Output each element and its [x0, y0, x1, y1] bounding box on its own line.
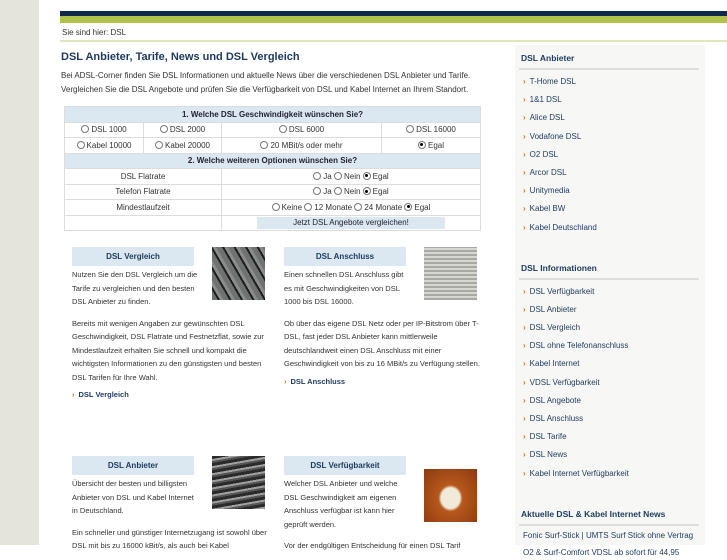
box-text: Welcher DSL Anbieter und welche DSL Geschwindigkeit am eigenen Anschluss verfügbar ist kann hier geprüft werden. — [284, 479, 398, 529]
label: Nein — [343, 171, 361, 181]
radio-20mbit[interactable] — [222, 138, 382, 154]
radio-icon[interactable] — [406, 125, 414, 133]
chevron-right-icon: › — [523, 113, 526, 123]
chevron-right-icon: › — [523, 204, 526, 214]
form-question-1: 1. Welche DSL Geschwindigkeit wünschen Sie? — [65, 107, 481, 123]
label: Ja — [323, 187, 332, 197]
radio-kabel-20000[interactable] — [144, 138, 222, 154]
radio-checked-icon[interactable] — [418, 141, 426, 149]
radio-icon[interactable] — [354, 203, 362, 211]
link-label[interactable]: DSL Vergleich — [529, 323, 581, 333]
link-label[interactable]: DSL ohne Telefonanschluss — [529, 341, 629, 351]
box-text: Ob über das eigene DSL Netz oder per IP-Bitstrom über T-DSL, fast jeder DSL Anbieter kann mittlerweile deutschlandweit einen DSL Anschluss mit einer Geschwindigkeit von bis zu 16 MBit/s zu Verfügung stellen. — [284, 318, 480, 368]
box-text: Einen schnellen DSL Anschluss gibt es mit Geschwindigkeiten von DSL 1000 bis DSL 16000. — [284, 270, 404, 306]
label: DSL 6000 — [288, 125, 325, 135]
label: 24 Monate — [364, 202, 403, 212]
box-image — [424, 469, 477, 522]
radio-dsl-1000[interactable] — [65, 122, 144, 138]
chevron-right-icon: › — [523, 414, 526, 423]
dsl-flatrate-radios[interactable] — [222, 169, 481, 185]
box-text: Vor der endgültigen Entscheidung für einen DSL Tarif — [284, 541, 461, 550]
link-label[interactable]: 1&1 DSL — [529, 95, 562, 105]
sidebar-item[interactable] — [515, 446, 705, 464]
chevron-right-icon: › — [523, 395, 526, 405]
link-label[interactable]: Unitymedia — [529, 186, 570, 196]
link-label[interactable]: Kabel Internet Verfügbarkeit — [529, 468, 629, 478]
label: Egal — [372, 187, 389, 197]
label: Kabel 20000 — [165, 140, 210, 150]
radio-checked-icon[interactable] — [363, 172, 371, 180]
link-label[interactable]: DSL Vergleich — [78, 390, 129, 399]
box-link[interactable] — [72, 390, 267, 399]
submit-cell — [222, 215, 481, 231]
sidebar-item[interactable] — [515, 374, 705, 392]
sidebar-heading: DSL Informationen — [519, 255, 699, 280]
sidebar-item[interactable] — [515, 146, 705, 164]
sidebar-item[interactable] — [515, 91, 705, 109]
radio-kabel-10000[interactable] — [65, 138, 144, 154]
divider — [60, 40, 727, 42]
sidebar-item[interactable] — [515, 392, 705, 410]
chevron-right-icon: › — [523, 468, 526, 478]
sidebar-heading: DSL Anbieter — [519, 45, 699, 70]
link-label[interactable]: DSL Anschluss — [290, 376, 346, 386]
radio-icon[interactable] — [334, 172, 342, 180]
info-list — [515, 283, 705, 483]
link-label[interactable]: DSL Verfügbarkeit — [529, 286, 595, 296]
chevron-right-icon: › — [523, 304, 526, 314]
sidebar-item[interactable] — [515, 283, 705, 301]
label: Egal — [414, 202, 431, 212]
label: DSL 16000 — [416, 125, 456, 135]
chevron-right-icon: › — [523, 77, 526, 86]
sidebar-item[interactable] — [515, 319, 705, 337]
link-label[interactable]: VDSL Verfügbarkeit — [529, 377, 600, 387]
sidebar — [515, 45, 705, 557]
label: Ja — [323, 171, 332, 181]
box-image — [212, 247, 265, 300]
link-label[interactable]: Kabel BW — [529, 204, 566, 214]
radio-icon[interactable] — [272, 203, 280, 211]
link-label[interactable]: DSL Anschluss — [529, 414, 584, 423]
chevron-right-icon: › — [523, 167, 526, 177]
box-image — [424, 247, 477, 300]
mindestlaufzeit-radios[interactable] — [222, 200, 481, 216]
sidebar-item[interactable] — [515, 410, 705, 428]
radio-icon[interactable] — [155, 141, 163, 149]
chevron-right-icon: › — [523, 131, 526, 141]
chevron-right-icon: › — [523, 222, 526, 232]
page-title: DSL Anbieter, Tarife, News und DSL Vergleich — [61, 51, 300, 63]
news-item[interactable]: O2 & Surf-Comfort VDSL ab sofort für 44,95 — [523, 547, 680, 557]
form-question-2: 2. Welche weiteren Optionen wünschen Sie? — [65, 153, 481, 169]
radio-dsl-2000[interactable] — [144, 122, 222, 138]
anbieter-list — [515, 73, 705, 237]
sidebar-item[interactable] — [515, 73, 705, 91]
sidebar-item[interactable] — [515, 465, 705, 483]
chevron-right-icon: › — [523, 95, 526, 105]
sidebar-item[interactable] — [515, 219, 705, 237]
radio-icon[interactable] — [160, 125, 168, 133]
news-item[interactable]: Fonic Surf-Stick | UMTS Surf Stick ohne Vertrag — [523, 530, 694, 540]
chevron-right-icon: › — [523, 450, 526, 460]
chevron-right-icon: › — [72, 390, 75, 399]
sidebar-item[interactable] — [515, 109, 705, 127]
label: Kabel 10000 — [86, 140, 132, 150]
link-label[interactable]: Alice DSL — [529, 113, 565, 123]
box-title: DSL Anschluss — [284, 247, 406, 266]
compare-submit-button[interactable]: Jetzt DSL Angebote vergleichen! — [257, 217, 445, 229]
radio-checked-icon[interactable] — [363, 187, 371, 195]
label: DSL 2000 — [169, 125, 206, 135]
option-label: Telefon Flatrate — [65, 184, 222, 200]
left-margin — [0, 0, 39, 545]
sidebar-heading: Aktuelle DSL & Kabel Internet News — [519, 501, 699, 526]
chevron-right-icon: › — [523, 186, 526, 196]
box-text: Ein schneller und günstiger Internetzugang ist sowohl über DSL mit bis zu 16000 kBit/s, als auch bei Kabel — [72, 527, 267, 550]
chevron-right-icon: › — [523, 377, 526, 387]
dsl-comparison-form — [64, 106, 481, 231]
chevron-right-icon: › — [284, 376, 287, 386]
link-label[interactable]: Arcor DSL — [529, 167, 567, 177]
sidebar-item[interactable] — [515, 200, 705, 218]
breadcrumb: Sie sind hier: DSL — [62, 28, 127, 37]
header-accent-bar — [60, 16, 727, 23]
radio-icon[interactable] — [313, 187, 321, 195]
radio-icon[interactable] — [304, 203, 312, 211]
radio-icon[interactable] — [313, 172, 321, 180]
link-label[interactable]: O2 DSL — [529, 149, 559, 159]
sidebar-item[interactable] — [515, 128, 705, 146]
link-label[interactable]: DSL Angebote — [529, 395, 581, 405]
box-image — [212, 456, 265, 509]
link-label[interactable]: Kabel Internet — [529, 359, 580, 369]
sidebar-item[interactable] — [515, 428, 705, 446]
box-title: DSL Verfügbarkeit — [284, 456, 406, 475]
label: Egal — [427, 140, 444, 150]
intro-text: Bei ADSL-Corner finden Sie DSL Informationen und aktuelle News über die verschiedenen DSL Anbieter und Tarife. Vergleichen Sie die DSL Angebote und prüfen Sie die Verfügbarkeit von DSL und Kabel Internet an Ihrem Standort. — [61, 71, 471, 94]
telefon-flatrate-radios[interactable] — [222, 184, 481, 200]
sidebar-item[interactable] — [515, 337, 705, 355]
link-label[interactable]: DSL Anbieter — [529, 304, 577, 314]
radio-dsl-6000[interactable] — [222, 122, 382, 138]
link-label[interactable]: T-Home DSL — [529, 77, 576, 86]
box-text: Bereits mit wenigen Angaben zur gewünschten DSL Geschwindigkeit, DSL Flatrate und Festnetzflat, sowie zur Mindestlaufzeit erhalten Sie schnell und kompakt die wichtigsten Informationen zu den günstigsten und besten DSL Tarifen für Ihre Wahl. — [72, 318, 264, 382]
option-label: DSL Flatrate — [65, 169, 222, 185]
chevron-right-icon: › — [523, 323, 526, 333]
radio-icon[interactable] — [260, 141, 268, 149]
chevron-right-icon: › — [523, 286, 526, 296]
link-label[interactable]: DSL Tarife — [529, 432, 567, 442]
sidebar-item[interactable] — [515, 301, 705, 319]
sidebar-item[interactable] — [515, 182, 705, 200]
chevron-right-icon: › — [523, 359, 526, 369]
label: 20 MBit/s oder mehr — [270, 140, 343, 150]
chevron-right-icon: › — [523, 341, 526, 351]
radio-dsl-16000[interactable] — [382, 122, 481, 138]
label: Egal — [372, 171, 389, 181]
link-label[interactable]: Kabel Deutschland — [529, 222, 597, 232]
option-label: Mindestlaufzeit — [65, 200, 222, 216]
label: Nein — [343, 187, 361, 197]
radio-icon[interactable] — [334, 187, 342, 195]
radio-icon[interactable] — [279, 125, 287, 133]
label: DSL 1000 — [91, 125, 127, 135]
chevron-right-icon: › — [523, 432, 526, 442]
radio-speed-egal[interactable] — [382, 138, 481, 154]
radio-checked-icon[interactable] — [404, 203, 412, 211]
box-title: DSL Anbieter — [72, 456, 194, 475]
box-link[interactable] — [284, 377, 484, 386]
label: 12 Monate — [314, 202, 353, 212]
chevron-right-icon: › — [523, 149, 526, 159]
box-text: Übersicht der besten und billigsten Anbieter von DSL und Kabel Internet in Deutschland. — [72, 479, 194, 515]
box-title: DSL Vergleich — [72, 247, 194, 266]
box-text: Nutzen Sie den DSL Vergleich um die Tarife zu vergleichen und den besten DSL Anbieter zu finden. — [72, 270, 198, 306]
link-label[interactable]: Vodafone DSL — [529, 131, 582, 141]
sidebar-item[interactable] — [515, 164, 705, 182]
link-label[interactable]: DSL News — [529, 450, 568, 460]
label: Keine — [281, 202, 303, 212]
sidebar-item[interactable] — [515, 355, 705, 373]
radio-icon[interactable] — [81, 125, 89, 133]
radio-icon[interactable] — [77, 141, 85, 149]
empty-cell — [65, 215, 222, 231]
